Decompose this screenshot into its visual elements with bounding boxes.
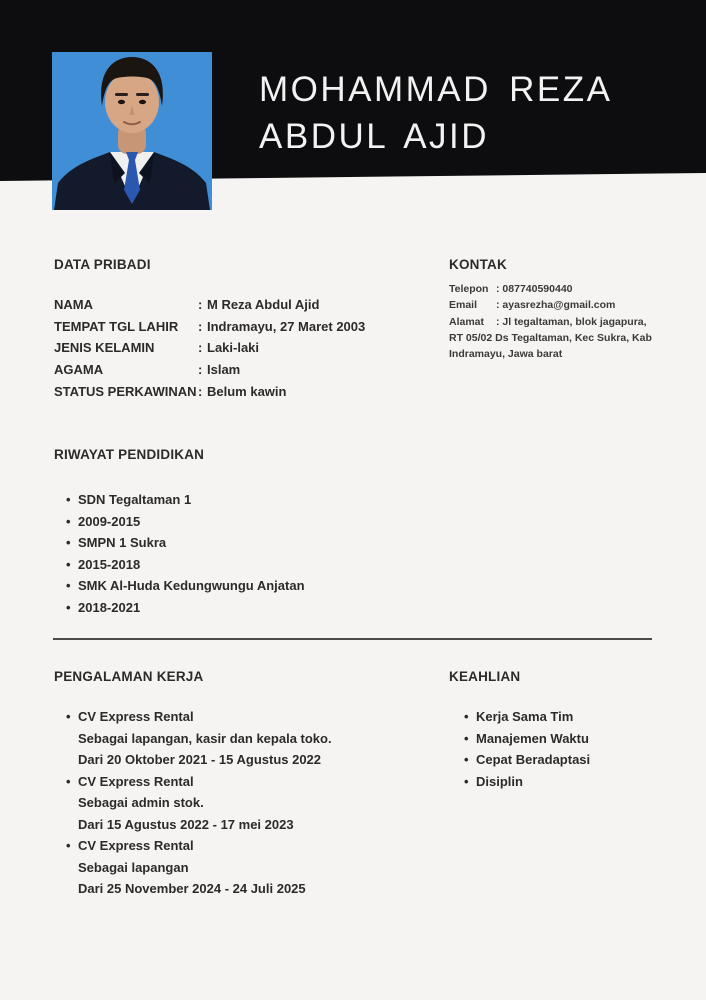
work-company: CV Express Rental (78, 838, 194, 853)
separator: : (496, 315, 500, 328)
work-entry (66, 835, 332, 900)
address-line1: Jl tegaltaman, blok jagapura, (502, 315, 647, 328)
work-company: CV Express Rental (78, 709, 194, 724)
candidate-name (259, 66, 689, 160)
skill-item (464, 706, 590, 728)
education-item-text: SMK Al-Huda Kedungwungu Anjatan (78, 578, 305, 594)
education-item (66, 489, 305, 511)
work-list (66, 706, 332, 900)
field-label: NAMA (54, 297, 93, 312)
field-label: TEMPAT TGL LAHIR (54, 318, 179, 334)
separator: : (496, 283, 500, 295)
contact-phone-row (449, 281, 657, 297)
bullet-icon: • (464, 709, 469, 724)
email-label: Email (449, 299, 478, 312)
education-item-text: 2009-2015 (78, 513, 141, 529)
bullet-icon: • (66, 556, 71, 572)
education-item (66, 554, 305, 576)
work-period: Dari 15 Agustus 2022 - 17 mei 2023 (78, 816, 294, 832)
education-item (66, 532, 305, 554)
separator: : (198, 318, 203, 334)
contact-email-row (449, 297, 657, 313)
education-item-text: SMPN 1 Sukra (78, 535, 167, 551)
bullet-icon: • (464, 752, 469, 768)
field-label: STATUS PERKAWINAN (54, 383, 197, 399)
bullet-icon: • (66, 492, 71, 507)
skill-item-text: Disiplin (476, 773, 523, 789)
address-line2: RT 05/02 Ds Tegaltaman, Kec Sukra, Kab (449, 331, 652, 344)
field-value: M Reza Abdul Ajid (207, 297, 320, 312)
bullet-icon: • (464, 730, 469, 746)
personal-data-table (54, 294, 474, 403)
skill-item-text: Cepat Beradaptasi (476, 752, 591, 768)
address-label: Alamat (449, 315, 485, 328)
separator: : (496, 299, 500, 312)
work-entry (66, 706, 332, 771)
bullet-icon: • (464, 773, 469, 789)
education-item-text: 2015-2018 (78, 556, 141, 572)
education-item (66, 511, 305, 533)
phone-value: 087740590440 (502, 283, 573, 295)
phone-label: Telepon (449, 283, 489, 295)
section-heading-pengalaman-kerja: PENGALAMAN KERJA (54, 669, 204, 684)
personal-row-agama (54, 359, 474, 381)
separator: : (198, 383, 203, 399)
work-company: CV Express Rental (78, 773, 194, 789)
work-entry (66, 771, 332, 836)
skill-item (464, 771, 590, 793)
candidate-name-line2: ABDUL AJID (259, 117, 490, 156)
candidate-name-line1: MOHAMMAD REZA (259, 70, 613, 109)
personal-row-jenis-kelamin (54, 337, 474, 359)
profile-photo-illustration (52, 52, 212, 210)
bullet-icon: • (66, 709, 71, 724)
education-item-text: 2018-2021 (78, 599, 141, 615)
work-company-line (66, 771, 332, 793)
bullet-icon: • (66, 773, 71, 789)
field-value: Islam (207, 362, 241, 378)
field-value: Laki-laki (207, 340, 260, 356)
skill-item-text: Kerja Sama Tim (476, 709, 574, 724)
separator: : (198, 297, 203, 312)
skill-item (464, 749, 590, 771)
work-company-line (66, 706, 332, 728)
bullet-icon: • (66, 535, 71, 551)
work-company-line (66, 835, 332, 857)
bullet-icon: • (66, 578, 71, 594)
section-heading-data-pribadi: DATA PRIBADI (54, 257, 151, 272)
education-item (66, 597, 305, 619)
section-divider (53, 638, 652, 640)
skill-item-text: Manajemen Waktu (476, 730, 589, 746)
field-value: Indramayu, 27 Maret 2003 (207, 318, 366, 334)
bullet-icon: • (66, 513, 71, 529)
email-value: ayasrezha@gmail.com (502, 299, 616, 312)
section-heading-kontak: KONTAK (449, 257, 507, 272)
work-period: Dari 20 Oktober 2021 - 15 Agustus 2022 (78, 752, 322, 767)
work-role: Sebagai admin stok. (78, 795, 204, 810)
education-item-text: SDN Tegaltaman 1 (78, 492, 192, 507)
education-list (66, 489, 305, 619)
education-item (66, 575, 305, 597)
section-heading-keahlian: KEAHLIAN (449, 669, 521, 684)
personal-row-nama (54, 294, 474, 316)
address-line3: Indramayu, Jawa barat (449, 348, 563, 361)
bullet-icon: • (66, 599, 71, 615)
personal-row-tempat-tgl-lahir (54, 316, 474, 338)
work-role: Sebagai lapangan (78, 859, 189, 875)
work-role: Sebagai lapangan, kasir dan kepala toko. (78, 730, 332, 746)
separator: : (198, 362, 203, 378)
field-label: JENIS KELAMIN (54, 340, 155, 356)
contact-address-row (449, 314, 657, 330)
profile-photo (52, 52, 212, 210)
skills-list (464, 706, 590, 792)
skill-item (464, 728, 590, 750)
section-heading-riwayat-pendidikan: RIWAYAT PENDIDIKAN (54, 447, 205, 462)
work-period: Dari 25 November 2024 - 24 Juli 2025 (78, 881, 306, 896)
bullet-icon: • (66, 838, 71, 853)
field-value: Belum kawin (207, 383, 287, 399)
separator: : (198, 340, 203, 356)
field-label: AGAMA (54, 362, 104, 378)
contact-block (449, 281, 657, 362)
personal-row-status-perkawinan (54, 381, 474, 403)
